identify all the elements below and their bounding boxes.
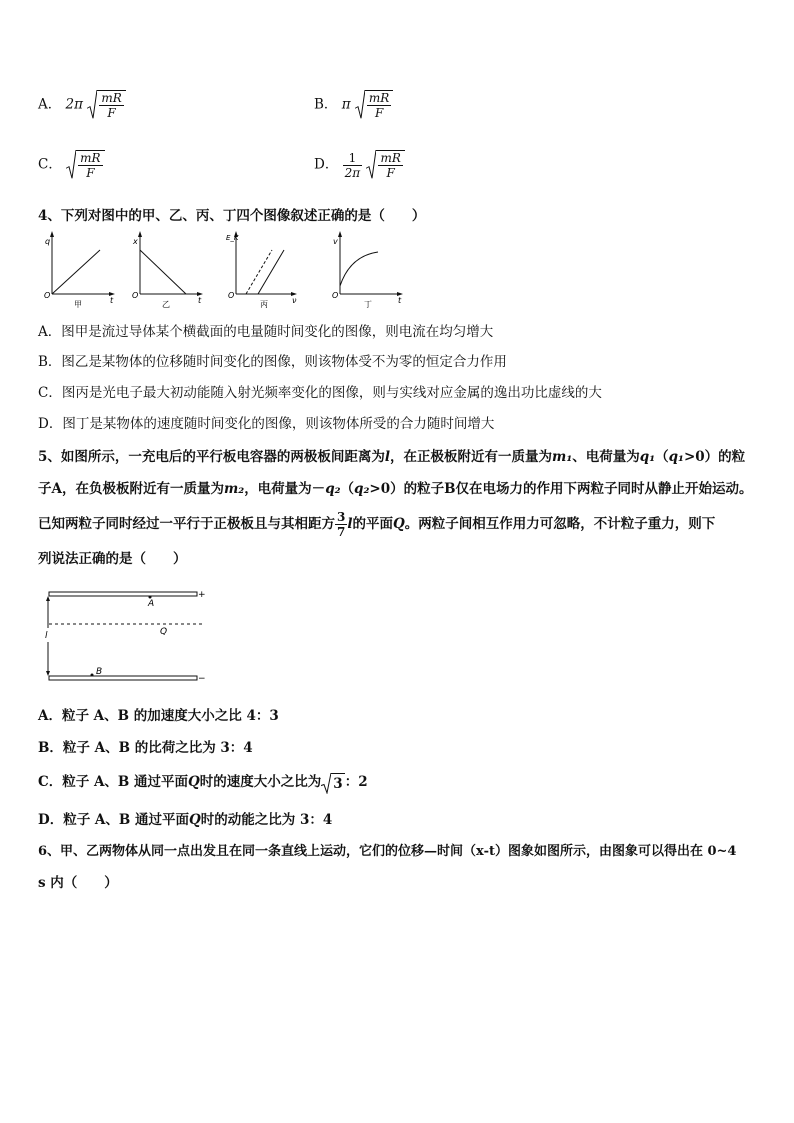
symbol-q: Q [188,774,200,790]
particle-b-dot [91,674,94,677]
q5-option-a: A．粒子 A、B 的加速度大小之比 4：3 [38,708,279,724]
numerator: mR [380,151,401,165]
q4-graphs [36,228,416,310]
text: ，电荷量为－ [244,481,326,497]
symbol-q: Q [393,516,405,532]
text: ：2 [344,774,368,790]
option-label: A． [38,96,62,113]
q4-option-a: A．图甲是流过导体某个横截面的电量随时间变化的图像，则电流在均匀增大 [38,324,494,340]
minus-sign: − [198,674,206,684]
graph-yi [132,231,203,309]
plus-sign: + [198,590,206,600]
text: 5、如图所示，一充电后的平行板电容器的两极板间距离为 [38,449,385,465]
graph-caption: 甲 [74,300,82,309]
symbol-m2: m₂ [223,481,245,497]
label-a: A [148,599,155,609]
text: D．粒子 A、B 通过平面 [38,812,189,828]
sqrt-expression [355,90,393,120]
text: （ [340,481,355,497]
graph-xlabel: t [198,296,202,305]
q6-stem-line1: 6、甲、乙两物体从同一点出发且在同一条直线上运动，它们的位移—时间（x-t）图象如图所示，由图象可以得出在 0~4 [38,844,737,859]
numerator: mR [80,151,101,165]
graph-caption: 丙 [260,300,268,309]
radical-sign-icon [366,150,376,180]
text: >0）的粒 [683,449,746,465]
q4-option-c: C．图丙是光电子最大初动能随入射光频率变化的图像，则与实线对应金属的逸出功比虚线的大 [38,385,602,401]
graph-caption: 丁 [364,300,372,309]
numerator: 3 [337,510,346,524]
q3-option-d [314,150,405,180]
denominator: 2π [344,165,361,180]
text: （ [655,449,669,465]
text: 子A，在负极板附近有一质量为 [38,481,224,497]
graph-xlabel: t [110,296,114,305]
q5-stem-line1 [38,447,745,467]
text: ，在正极板附近有一质量为 [390,449,553,465]
text: >0）的粒子B仅在电场力的作用下两粒子同时从静止开始运动。 [369,481,753,497]
q5-option-b: B．粒子 A、B 的比荷之比为 3：4 [38,740,253,756]
option-label: D． [314,156,339,173]
symbol-l: l [384,449,391,465]
positive-plate [49,590,206,600]
text: C．粒子 A、B 通过平面 [38,774,189,790]
graph-jia [44,231,115,309]
q5-capacitor-diagram [40,584,210,688]
radical-sign-icon [355,90,365,120]
symbol-q2: q₂ [325,481,341,497]
graph-xlabel: t [398,296,402,305]
q4-option-d: D．图丁是某物体的速度随时间变化的图像，则该物体所受的合力随时间增大 [38,416,495,432]
coefficient-fraction [343,151,363,180]
option-label: B． [314,96,338,113]
denominator: F [378,165,402,180]
symbol-m1: m₁ [552,449,573,465]
graph-ylabel: q [45,237,51,246]
symbol-q2: q₂ [354,481,370,497]
radical-sign-icon [66,150,76,180]
q3-option-b [314,90,393,120]
q3-option-a [38,90,126,120]
numerator: mR [368,91,390,105]
sqrt-expression [87,90,125,120]
coefficient: 2π [65,96,84,113]
q4-option-b: B．图乙是某物体的位移随时间变化的图像，则该物体受不为零的恒定合力作用 [38,354,507,370]
graph-ding [332,231,403,309]
numerator: mR [101,91,122,105]
graph-ylabel: E_K [226,234,239,242]
denominator: 7 [337,525,346,539]
q4-stem: 4、下列对图中的甲、乙、丙、丁四个图像叙述正确的是（ ） [38,208,426,224]
radical-sign-icon [87,90,97,120]
symbol-q: Q [189,812,201,828]
graph-origin: O [332,291,339,300]
fraction-3-7 [335,510,347,539]
denominator: F [367,105,391,120]
graph-origin: O [44,291,51,300]
radical-sign-icon [321,773,331,794]
q5-stem-line3 [38,510,715,539]
q5-stem-line4: 列说法正确的是（ ） [38,551,187,567]
graph-xlabel: ν [292,296,297,305]
radicand: 3 [331,773,344,794]
symbol-l: l [347,516,353,532]
q5-option-c [38,772,368,794]
symbol-q1: q₁ [639,449,656,465]
graph-origin: O [132,291,139,300]
denominator: F [78,165,102,180]
option-label: C． [38,156,62,173]
sqrt-expression [366,150,404,180]
q5-option-d [38,810,332,830]
text: 时的速度大小之比为 [199,774,322,790]
symbol-q1: q₁ [668,449,684,465]
coefficient: π [341,96,351,113]
graph-caption: 乙 [162,300,170,309]
distance-marker-l [45,596,50,676]
sqrt-3 [321,773,344,794]
q3-option-c [38,150,105,180]
graph-bing [226,231,297,309]
text: 已知两粒子同时经过一平行于正极板且与其相距方 [38,516,335,532]
text: 、电荷量为 [572,449,640,465]
q6-stem-line2: s 内（ ） [38,875,118,891]
denominator: F [99,105,123,120]
negative-plate [49,674,206,684]
graph-ylabel: x [133,237,138,246]
label-l: l [45,631,48,641]
q5-stem-line2 [38,479,753,499]
numerator: 1 [348,150,357,165]
graph-origin: O [228,291,235,300]
label-q: Q [160,627,168,637]
graph-ylabel: v [333,237,338,246]
label-b: B [96,667,103,677]
text: 。两粒子间相互作用力可忽略，不计粒子重力，则下 [404,516,716,532]
text: 时的动能之比为 3：4 [200,812,333,828]
text: 的平面 [352,516,393,532]
sqrt-expression [66,150,104,180]
